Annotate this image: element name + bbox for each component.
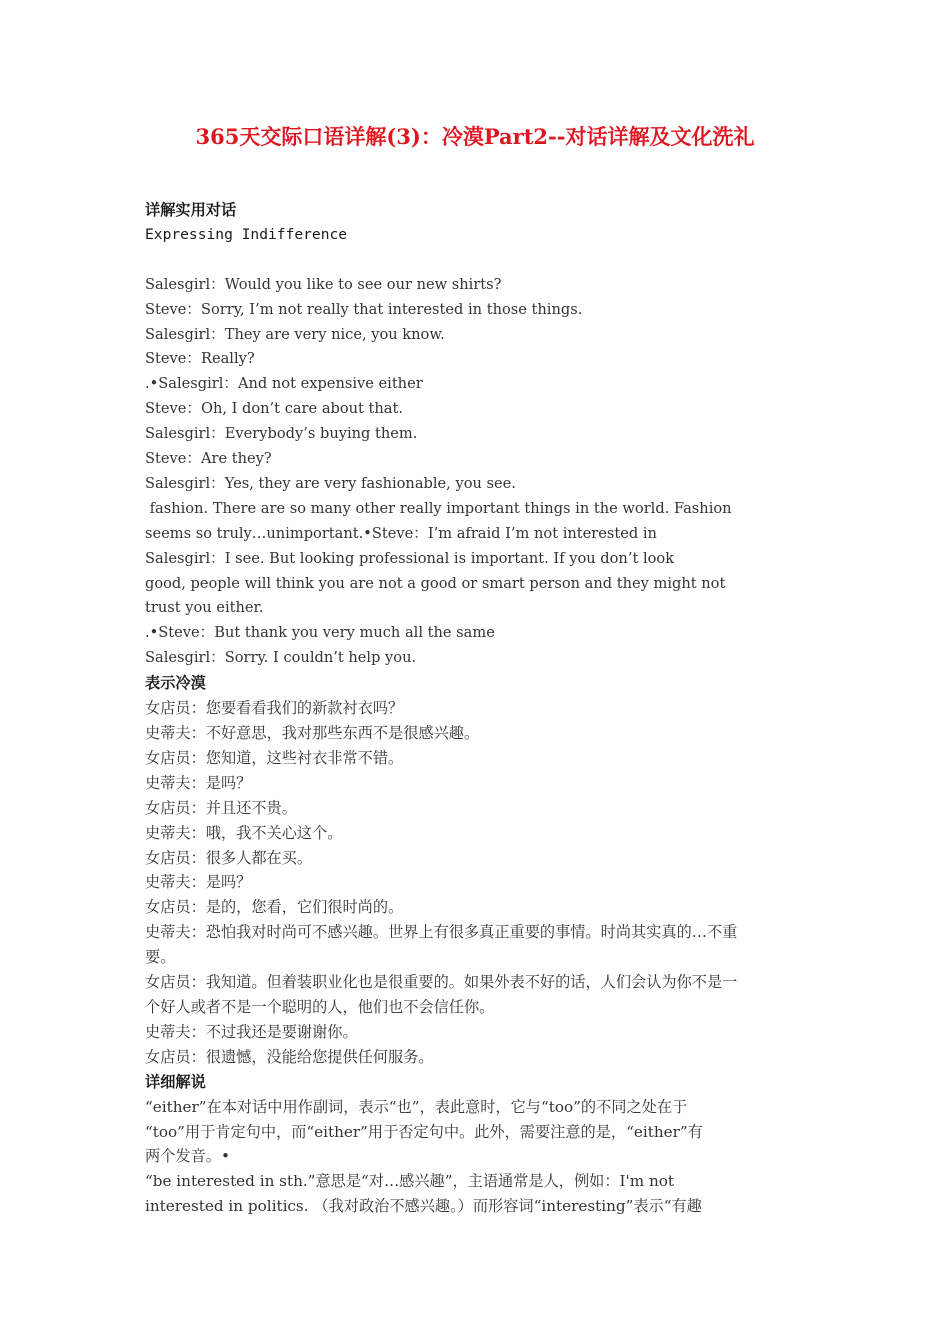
dialogue-line: 女店员：我知道。但着装职业化也是很重要的。如果外表不好的话，人们会认为你不是一 [145, 973, 738, 992]
dialogue-line: seems so truly…unimportant.•Steve：I’m afraid I’m not interested in [145, 524, 657, 542]
dialogue-line: .•Salesgirl：And not expensive either [145, 375, 423, 393]
dialogue-line: trust you either. [145, 599, 264, 617]
spacer [145, 248, 813, 273]
explanation-line: interested in politics. （我对政治不感兴趣。）而形容词“interesting”表示“有趣 [145, 1197, 702, 1216]
section-heading-dialogue: 详解实用对话 [145, 201, 237, 219]
section-heading-explanation: 详细解说 [145, 1072, 206, 1091]
dialogue-line: 史蒂夫：哦，我不关心这个。 [145, 823, 343, 842]
dialogue-line: 史蒂夫：不过我还是要谢谢你。 [145, 1022, 358, 1041]
dialogue-line: 女店员：并且还不贵。 [145, 798, 297, 817]
dialogue-line: Steve：Are they? [145, 450, 272, 468]
explanation-line: “be interested in sth.”意思是“对…感兴趣”，主语通常是人，例如：I'm not [145, 1172, 674, 1191]
dialogue-line: 女店员：是的，您看，它们很时尚的。 [145, 898, 404, 917]
dialogue-line: Salesgirl：They are very nice, you know. [145, 325, 445, 343]
section-subheading-english: Expressing Indifference [145, 225, 348, 243]
dialogue-line: 要。 [145, 948, 176, 967]
dialogue-line: 个好人或者不是一个聪明的人，他们也不会信任你。 [145, 997, 495, 1016]
dialogue-line: Steve：Oh, I don’t care about that. [145, 400, 404, 418]
dialogue-line: Salesgirl：Would you like to see our new shirts? [145, 275, 502, 293]
dialogue-line: Salesgirl：Sorry. I couldn’t help you. [145, 649, 417, 667]
explanation-text [145, 1095, 813, 1220]
dialogue-line: 史蒂夫：不好意思，我对那些东西不是很感兴趣。 [145, 724, 480, 743]
dialogue-line: Salesgirl：Yes, they are very fashionable, you see. [145, 474, 516, 492]
explanation-line: 两个发音。• [145, 1147, 230, 1166]
dialogue-line: Steve：Sorry, I’m not really that interested in those things. [145, 300, 583, 318]
dialogue-line: Steve：Really? [145, 350, 255, 368]
explanation-line: “either”在本对话中用作副词，表示“也”，表此意时，它与“too”的不同之处在于 [145, 1097, 688, 1116]
dialogue-line: 史蒂夫：是吗？ [145, 773, 252, 792]
page-title: 365天交际口语详解(3)：冷漠Part2--对话详解及文化洗礼 [195, 124, 755, 149]
dialogue-line: 女店员：很遗憾，没能给您提供任何服务。 [145, 1047, 434, 1066]
dialogue-line: 史蒂夫：是吗？ [145, 873, 252, 892]
dialogue-line: 史蒂夫：恐怕我对时尚可不感兴趣。世界上有很多真正重要的事情。时尚其实真的…不重 [145, 923, 738, 942]
english-dialogue [145, 273, 813, 672]
dialogue-line: fashion. There are so many other really important things in the world. Fashion [145, 499, 732, 517]
dialogue-line: 女店员：很多人都在买。 [145, 848, 313, 867]
dialogue-line: .•Steve：But thank you very much all the same [145, 624, 495, 642]
section-heading-indifference: 表示冷漠 [145, 674, 206, 693]
dialogue-line: good, people will think you are not a good or smart person and they might not [145, 574, 726, 592]
dialogue-line: Salesgirl：I see. But looking professional is important. If you don’t look [145, 549, 675, 567]
explanation-line: “too”用于肯定句中，而“either”用于否定句中。此外，需要注意的是，“either”有 [145, 1122, 703, 1141]
dialogue-line: 女店员：您知道，这些衬衣非常不错。 [145, 748, 404, 767]
dialogue-line: 女店员：您要看看我们的新款衬衣吗？ [145, 699, 404, 718]
document-body [145, 198, 813, 1219]
chinese-dialogue [145, 696, 813, 1070]
dialogue-line: Salesgirl：Everybody’s buying them. [145, 425, 418, 443]
